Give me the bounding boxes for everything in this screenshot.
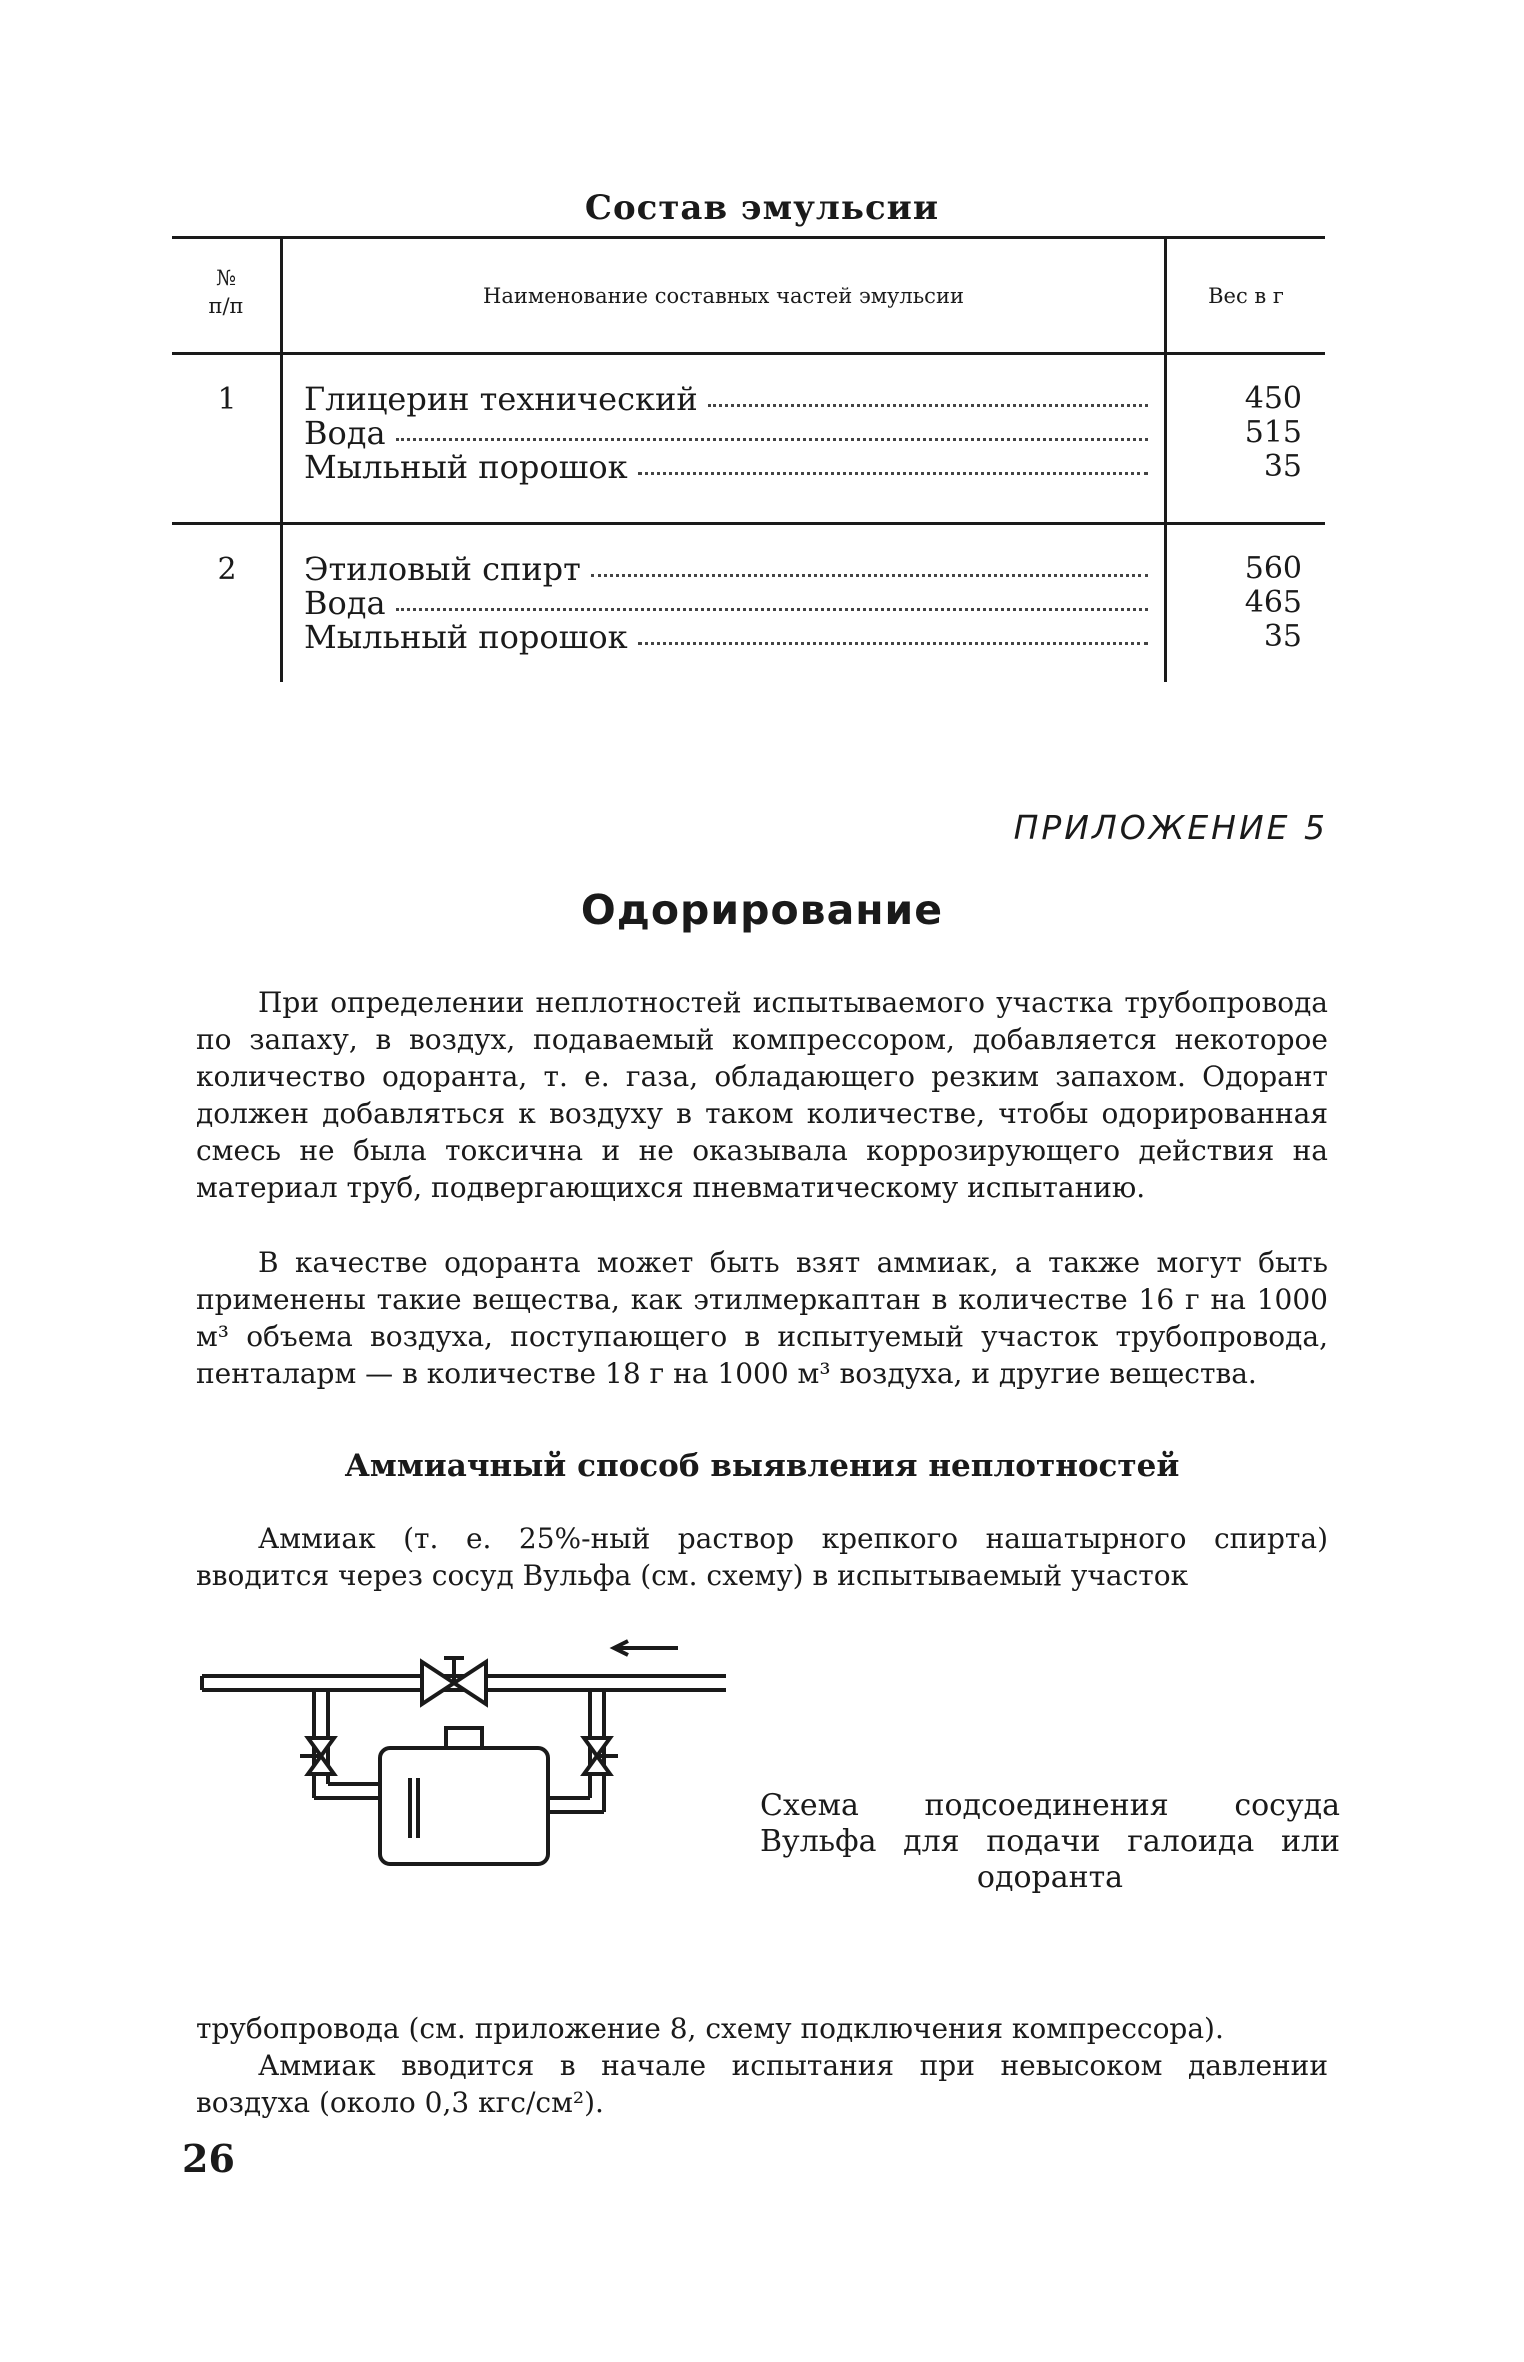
component-line (304, 620, 1156, 654)
row-1-components (304, 382, 1156, 484)
component-weight: 515 (1244, 415, 1302, 450)
paragraph-continuation: трубопровода (см. приложение 8, схему подключения компрессора). (196, 2012, 1224, 2045)
component-weight: 35 (1263, 449, 1302, 484)
section-title: Одорирование (580, 886, 944, 934)
dot-leader (638, 472, 1148, 475)
paragraph-odorant-substances: В качестве одоранта может быть взят аммиак, а также могут быть применены такие вещества, как этилмеркаптан в количестве 16 г на 1000 м³ объема воздуха, поступающего в испытуемый участок трубопровода, пенталарм — в количестве 18 г на 1000 м³ воздуха, и другие вещества. (196, 1246, 1328, 1390)
dot-leader (396, 438, 1148, 441)
dot-leader (708, 404, 1148, 407)
header-component-name: Наименование составных частей эмульсии (483, 284, 964, 308)
row-2-weights (1184, 552, 1302, 654)
component-weight: 465 (1244, 585, 1302, 620)
component-name: Мыльный порошок (304, 618, 628, 656)
table-title: Состав эмульсии (584, 188, 940, 228)
component-weight: 450 (1244, 381, 1302, 416)
wulff-bottle-icon (380, 1728, 548, 1864)
component-line (304, 416, 1156, 450)
component-weight: 560 (1244, 551, 1302, 586)
row-1-number: 1 (217, 382, 237, 417)
table-group-rule (172, 522, 1325, 525)
flow-arrow-icon (614, 1641, 678, 1655)
paragraph-ammonia: Аммиак (т. е. 25%-ный раствор крепкого нашатырного спирта) вводится через сосуд Вульфа (см. схему) в испытываемый участок (196, 1522, 1328, 1592)
component-name: Вода (304, 584, 386, 622)
dot-leader (591, 574, 1148, 577)
paragraph-ammonia-pressure: Аммиак вводится в начале испытания при невысоком давлении воздуха (около 0,3 кгс/см²). (196, 2049, 1328, 2119)
component-line (304, 552, 1156, 586)
subsection-title: Аммиачный способ выявления неплотностей (344, 1448, 1180, 1484)
component-line (304, 382, 1156, 416)
row-2-number: 2 (217, 552, 237, 587)
emulsion-table (172, 236, 1325, 682)
diagram-caption: Схема подсоединения сосуда Вульфа для подачи галоида или одоранта (760, 1788, 1340, 1895)
component-line (304, 586, 1156, 620)
row-1-weights (1184, 382, 1302, 484)
component-line (304, 450, 1156, 484)
component-name: Этиловый спирт (304, 550, 581, 588)
wulff-bottle-diagram (196, 1628, 756, 1878)
component-weight: 35 (1263, 619, 1302, 654)
paragraph-odorant-intro: При определении неплотностей испытываемого участка трубопровода по запаху, в воздух, подаваемый компрессором, добавляется некоторое количество одоранта, т. е. газа, обладающего резким запахом. Одорант должен добавляться к воздуху в таком количестве, чтобы одорированная смесь не была токсична и не оказывала коррозирующего действия на материал труб, подвергающихся пневматическому испытанию. (196, 986, 1328, 1204)
dot-leader (396, 608, 1148, 611)
header-weight: Вес в г (1208, 284, 1284, 308)
header-number: № п/п (208, 266, 244, 318)
component-name: Вода (304, 414, 386, 452)
component-name: Мыльный порошок (304, 448, 628, 486)
table-top-rule (172, 236, 1325, 239)
page-number: 26 (182, 2136, 235, 2181)
component-name: Глицерин технический (304, 380, 698, 418)
table-header-rule (172, 352, 1325, 355)
dot-leader (638, 642, 1148, 645)
row-2-components (304, 552, 1156, 654)
main-valve-icon (422, 1658, 486, 1704)
appendix-label: ПРИЛОЖЕНИЕ 5 (1013, 808, 1328, 847)
